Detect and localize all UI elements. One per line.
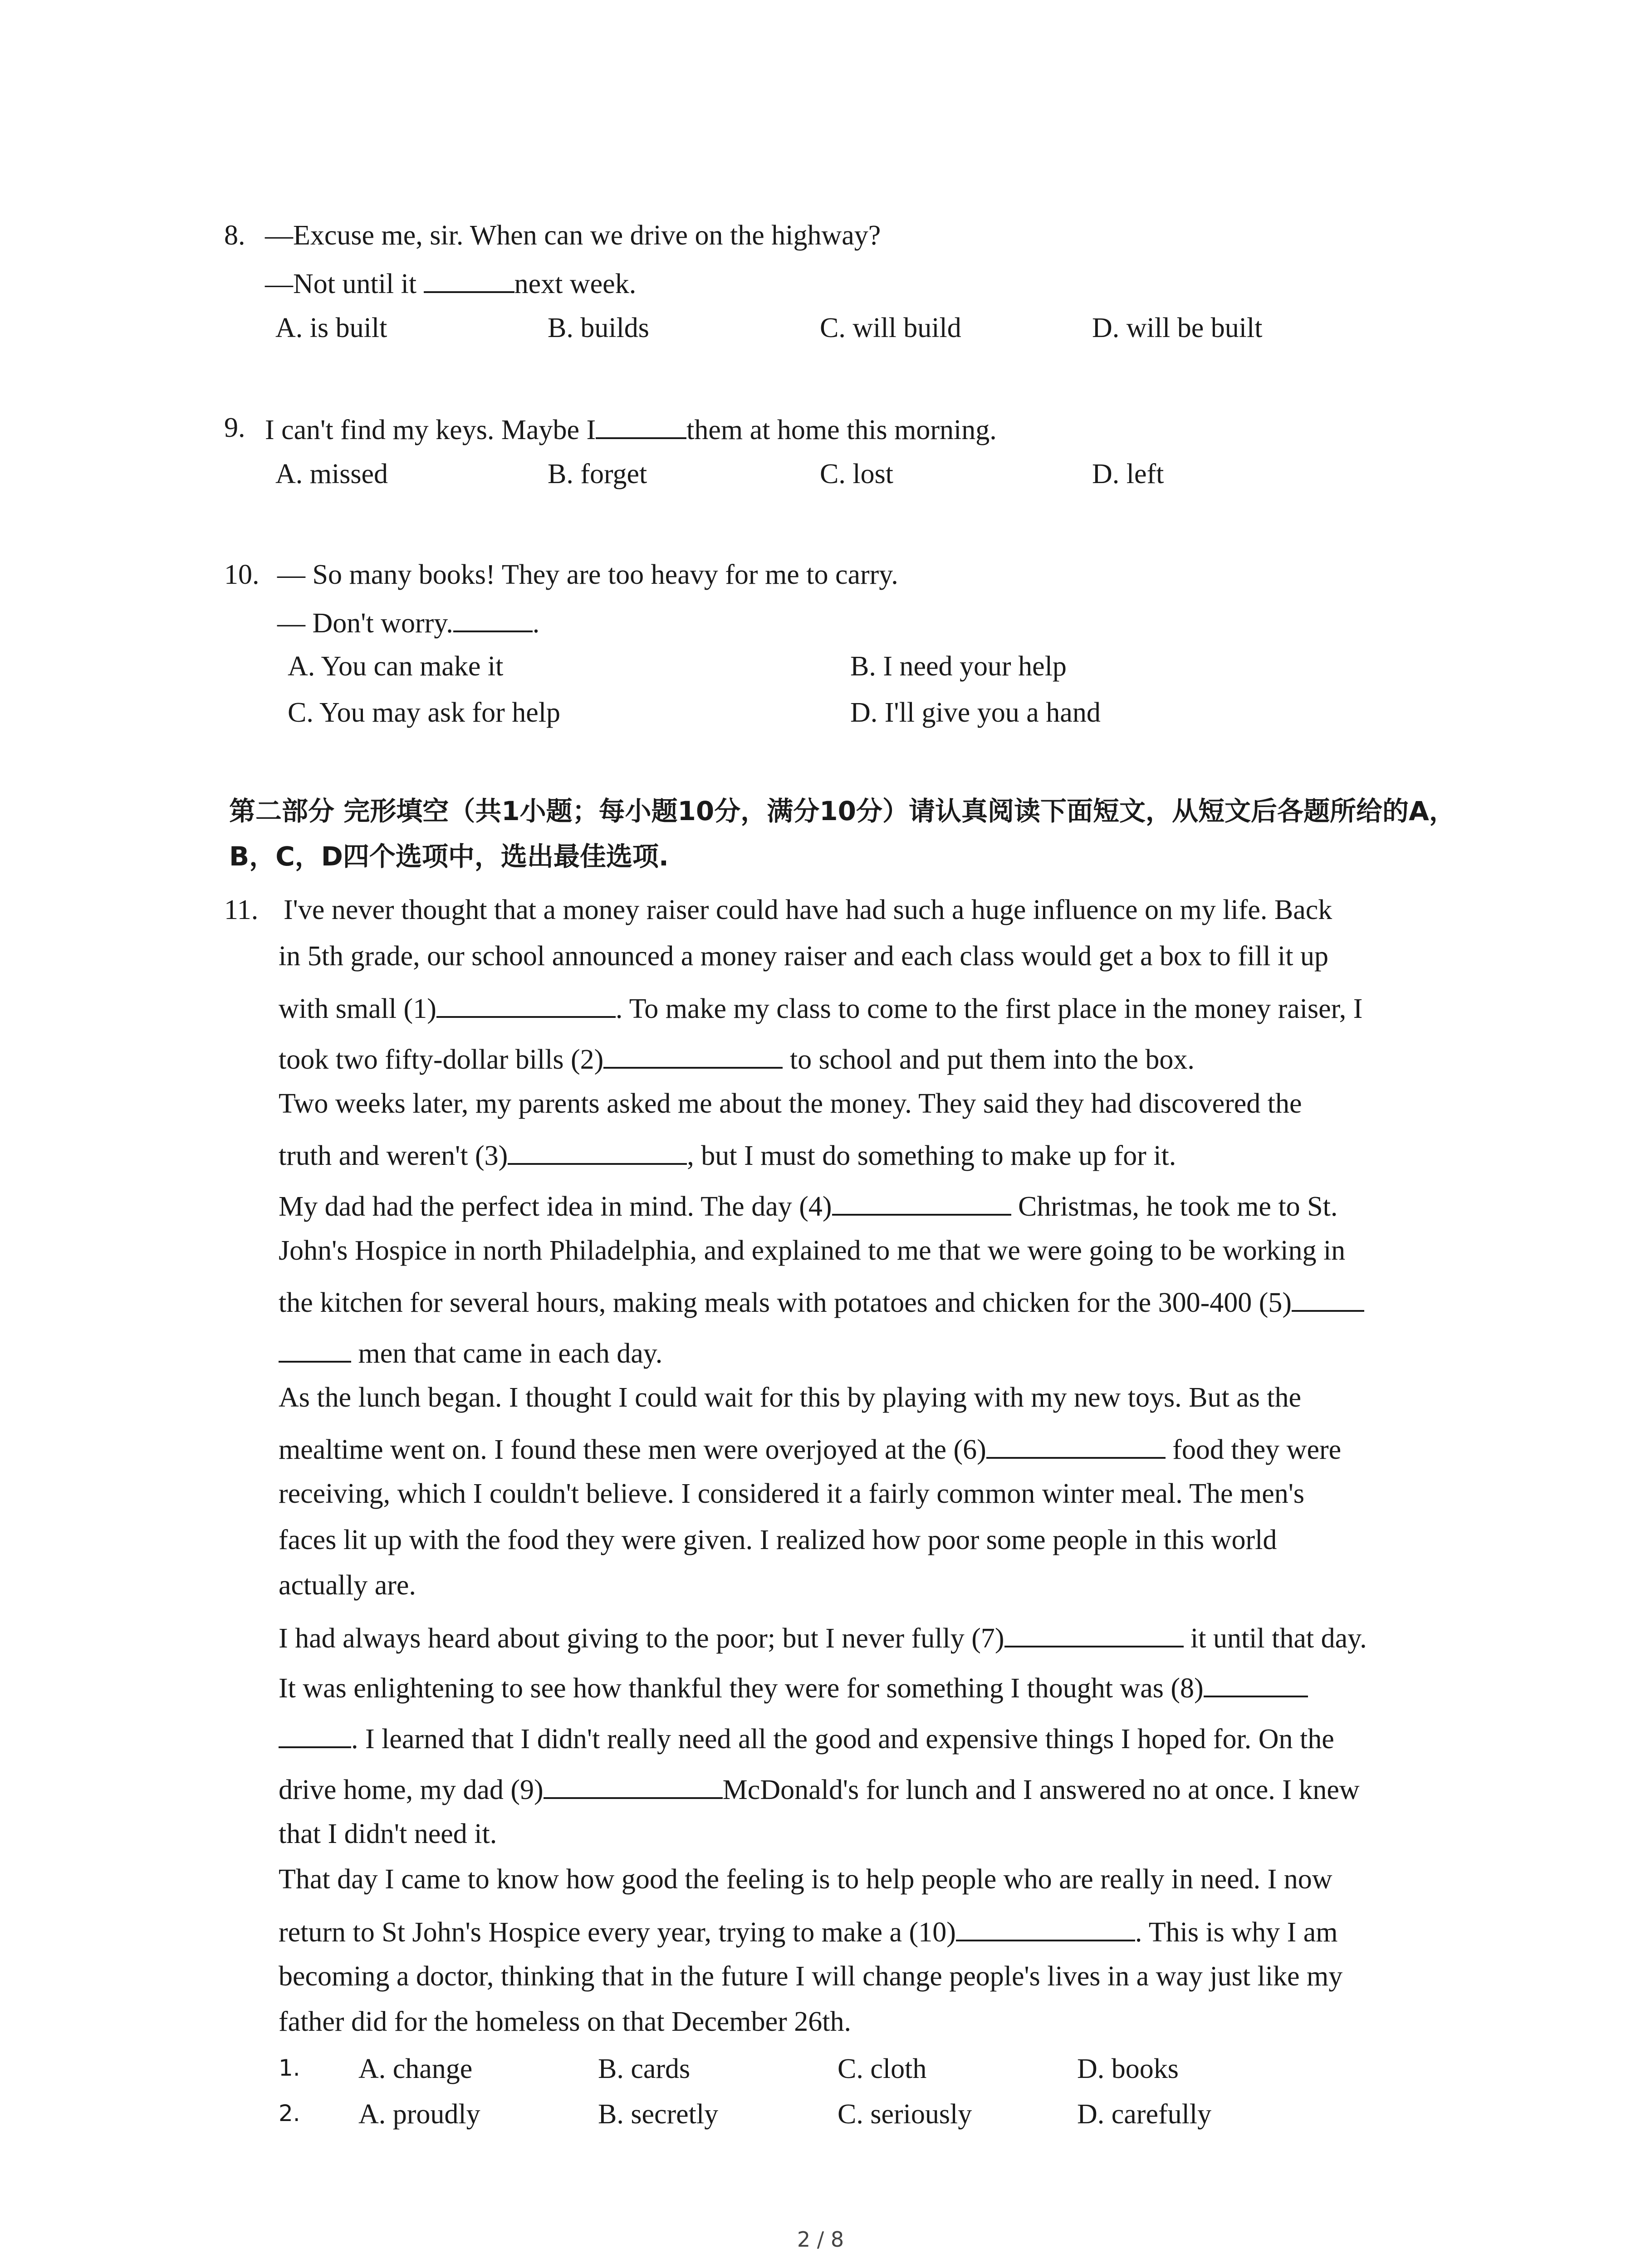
- answer-option: D. carefully: [1077, 2099, 1212, 2130]
- q8-option-b: B. builds: [548, 313, 649, 343]
- answer-option: A. proudly: [358, 2099, 480, 2130]
- section-heading: 第二部分 完形填空（共1小题；每小题10分，满分10分）请认真阅读下面短文，从短文后各题所给的A，B，C，D四个选项中，选出最佳选项.: [229, 796, 1455, 872]
- q10-option-a: A. You can make it: [288, 651, 504, 682]
- q8-reply: [265, 268, 636, 298]
- passage-text: truth and weren't (3): [279, 1140, 508, 1171]
- q10-option-c: C. You may ask for help: [288, 697, 561, 728]
- blank-5a: [1292, 1286, 1364, 1312]
- answer-number: 1.: [279, 2055, 300, 2081]
- q8-reply-after: next week.: [514, 269, 637, 299]
- passage-line: [279, 1190, 1337, 1221]
- passage-text: mealtime went on. I found these men were overjoyed at the (6): [279, 1434, 986, 1465]
- passage-line: That day I came to know how good the feeling is to help people who are really in need. I now: [279, 1864, 1332, 1895]
- passage-line: in 5th grade, our school announced a money raiser and each class would get a box to fill it up: [279, 941, 1329, 972]
- q8-stem: —Excuse me, sir. When can we drive on the highway?: [265, 220, 881, 251]
- q10-reply-before: — Don't worry.: [277, 608, 453, 639]
- q9-stem-before: I can't find my keys. Maybe I: [265, 415, 596, 445]
- passage-text: It was enlightening to see how thankful they were for something I thought was (8): [279, 1673, 1204, 1704]
- passage-text: men that came in each day.: [351, 1338, 663, 1369]
- q9-number: 9.: [224, 412, 245, 443]
- passage-line: becoming a doctor, thinking that in the future I will change people's lives in a way just like my: [279, 1961, 1343, 1992]
- passage-text: took two fifty-dollar bills (2): [279, 1044, 604, 1075]
- answer-option: D. books: [1077, 2053, 1179, 2084]
- passage-text: drive home, my dad (9): [279, 1774, 544, 1805]
- q9-stem: [265, 414, 997, 444]
- passage-text: food they were: [1165, 1434, 1342, 1465]
- q10-option-d: D. I'll give you a hand: [850, 697, 1101, 728]
- passage-line: As the lunch began. I thought I could wait for this by playing with my new toys. But as the: [279, 1382, 1302, 1413]
- q8-option-c: C. will build: [820, 313, 961, 343]
- blank-10: [956, 1916, 1135, 1941]
- page-number: 2 / 8: [797, 2227, 844, 2252]
- blank-4: [832, 1190, 1011, 1216]
- q9-option-b: B. forget: [548, 459, 647, 489]
- passage-line: John's Hospice in north Philadelphia, and explained to me that we were going to be working in: [279, 1235, 1346, 1266]
- q9-option-a: A. missed: [275, 459, 388, 489]
- q9-blank: [596, 414, 686, 439]
- answer-option: A. change: [358, 2053, 473, 2084]
- passage-text: , but I must do something to make up for it.: [687, 1140, 1176, 1171]
- passage-line: [279, 1916, 1337, 1946]
- answer-number: 2.: [279, 2100, 300, 2126]
- passage-text: McDonald's for lunch and I answered no at once. I knew: [722, 1774, 1360, 1805]
- passage-line: [279, 1043, 1195, 1074]
- q8-blank: [424, 268, 514, 293]
- blank-7: [1004, 1622, 1184, 1647]
- blank-2: [603, 1043, 783, 1069]
- passage-line: faces lit up with the food they were given. I realized how poor some people in this world: [279, 1525, 1277, 1555]
- q10-reply: [277, 607, 539, 637]
- passage-line: father did for the homeless on that December 26th.: [279, 2006, 851, 2037]
- passage-text: . I learned that I didn't really need all the good and expensive things I hoped for. On the: [351, 1724, 1334, 1755]
- blank-1: [436, 992, 616, 1018]
- passage-line: [279, 1672, 1308, 1702]
- passage-text: Christmas, he took me to St.: [1011, 1191, 1338, 1222]
- q8-option-d: D. will be built: [1092, 313, 1263, 343]
- passage-line: actually are.: [279, 1570, 416, 1601]
- q9-option-d: D. left: [1092, 459, 1164, 489]
- passage-text: it until that day.: [1183, 1623, 1367, 1654]
- blank-3: [508, 1139, 687, 1165]
- passage-line: I've never thought that a money raiser could have had such a huge influence on my life. Back: [284, 894, 1332, 925]
- answer-option: C. cloth: [838, 2053, 927, 2084]
- blank-5b: [279, 1337, 351, 1363]
- passage-line: [279, 992, 1362, 1023]
- passage-line: receiving, which I couldn't believe. I considered it a fairly common winter meal. The men's: [279, 1478, 1305, 1509]
- blank-6: [986, 1433, 1166, 1459]
- q9-stem-after: them at home this morning.: [686, 415, 997, 445]
- q9-option-c: C. lost: [820, 459, 893, 489]
- passage-text: with small (1): [279, 993, 436, 1024]
- q8-reply-before: —Not until it: [265, 269, 424, 299]
- q10-number: 10.: [224, 559, 260, 590]
- passage-line: that I didn't need it.: [279, 1818, 497, 1849]
- passage-line: Two weeks later, my parents asked me about the money. They said they had discovered the: [279, 1088, 1302, 1119]
- q10-blank: [453, 607, 533, 632]
- passage-line: [279, 1774, 1360, 1804]
- blank-8a: [1204, 1672, 1308, 1697]
- q10-option-b: B. I need your help: [850, 651, 1067, 682]
- passage-text: My dad had the perfect idea in mind. The day (4): [279, 1191, 832, 1222]
- passage-line: [279, 1723, 1334, 1753]
- passage-text: I had always heard about giving to the poor; but I never fully (7): [279, 1623, 1004, 1654]
- q8-number: 8.: [224, 220, 245, 251]
- q11-number: 11.: [224, 894, 259, 925]
- passage-line: [279, 1622, 1367, 1652]
- passage-line: [279, 1286, 1364, 1317]
- answer-option: C. seriously: [838, 2099, 972, 2130]
- passage-text: . This is why I am: [1135, 1917, 1338, 1948]
- blank-9: [544, 1774, 723, 1799]
- answer-option: B. secretly: [598, 2099, 719, 2130]
- blank-8b: [279, 1723, 351, 1748]
- passage-line: [279, 1433, 1341, 1464]
- q8-option-a: A. is built: [275, 313, 387, 343]
- q10-reply-after: .: [532, 608, 540, 639]
- passage-text: the kitchen for several hours, making meals with potatoes and chicken for the 300-400 (5): [279, 1287, 1292, 1318]
- answer-option: B. cards: [598, 2053, 691, 2084]
- passage-line: [279, 1337, 662, 1368]
- passage-line: [279, 1139, 1176, 1170]
- passage-text: . To make my class to come to the first place in the money raiser, I: [615, 993, 1363, 1024]
- q10-stem: — So many books! They are too heavy for me to carry.: [277, 559, 898, 590]
- passage-text: to school and put them into the box.: [783, 1044, 1195, 1075]
- passage-text: return to St John's Hospice every year, trying to make a (10): [279, 1917, 956, 1948]
